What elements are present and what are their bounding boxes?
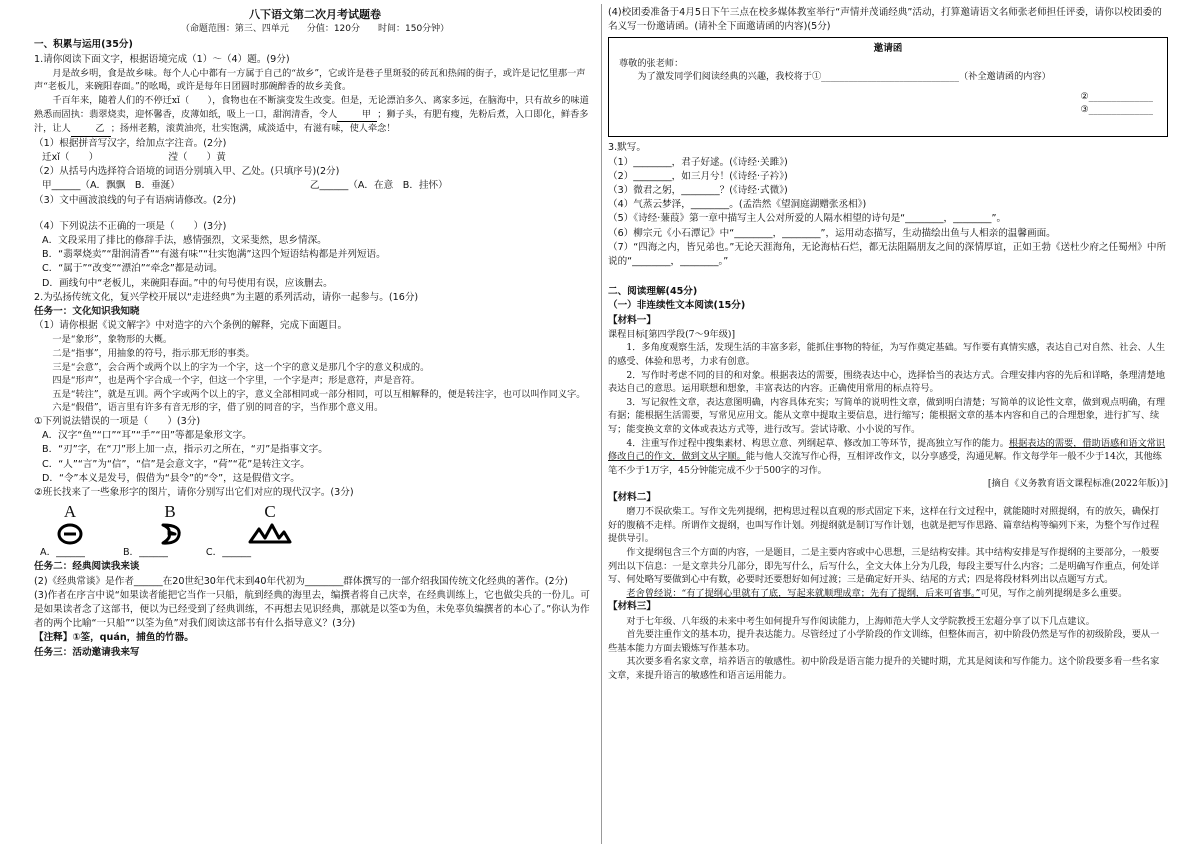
sun-pictograph-icon	[55, 522, 85, 546]
task-2-heading: 任务二：经典阅读我来谈	[34, 561, 140, 573]
section-2-heading: 二、阅读理解(45分)	[608, 286, 698, 298]
q2-1-option-c: C．“人”“言”为“信”，“信”是会意文字，“荷”“花”是转注文字。	[42, 458, 310, 470]
passage-text: ；狮子头，有肥有瘦，先粉后煮，入口即化，鲜香多汁，让人	[34, 108, 589, 135]
memorize-1[interactable]: （1）________，君子好逑。(《诗经·关雎》)	[608, 156, 788, 168]
moon-pictograph-icon	[155, 522, 185, 546]
six-writing-5: 五是“转注”，就是互训。两个字或两个以上的字，意义全部相同或一部分相同，可以互相解释的，便是转注字，也可以叫作同义字。	[52, 388, 586, 400]
task-1-heading: 任务一：文化知识我知晓	[34, 306, 140, 318]
q2-1-option-d: D．“令”本义是发号，假借为“县令”的“令”，这是假借文字。	[42, 472, 300, 484]
answer-space[interactable]	[34, 208, 596, 220]
q2-2: ②班长找来了一些象形字的图片，请你分别写出它们对应的现代汉字。(3分)	[34, 487, 354, 498]
right-column	[608, 6, 1168, 844]
memorize-7[interactable]: （7）“四海之内，皆兄弟也。”无论天涯海角，无论海枯石烂，都无法阻隔朋友之间的深情厚谊，正如王勃《送杜少府之任蜀州》中所说的“________，________。”	[608, 241, 1167, 268]
invitation-box	[608, 37, 1168, 137]
six-writing-1: 一是“象形”，象物形的大概。	[52, 334, 173, 346]
pictograph-b	[140, 502, 200, 546]
material-3-para-3: 其次要多看名家文章，培养语言的敏感性。初中阶段是语言能力提升的关键时期，尤其是阅读和写作能力。这个阶段要多看一些名家文章，来提升语言的敏感性和语言运用能力。	[608, 656, 1160, 681]
q2-1-option-a: A．汉字“鱼”“口”“耳”“手”“田”等都是象形文字。	[42, 430, 252, 442]
material-1-para-2: 2．写作时考虑不同的目的和对象。根据表达的需要，围绕表达中心，选择恰当的表达方式。合理安排内容的先后和详略，条理清楚地表达自己的意思。运用联想和想象，丰富表达的内容。正确使用常用的标点符号。	[608, 369, 1166, 395]
memorize-3[interactable]: （3）微君之躬，________？(《诗经·式微》)	[608, 185, 788, 197]
sub4-option-a: A．文段采用了排比的修辞手法，感情强烈，文采斐然，思乡情深。	[42, 235, 327, 246]
material-2-heading: 【材料二】	[608, 491, 656, 503]
question-3: 3.默写。	[608, 142, 646, 154]
question-1: 1.请你阅读下面文字，根据语境完成（1）～（4）题。(9分)	[34, 53, 290, 65]
six-writing-4: 四是“形声”，也是两个字合成一个字，但这一个字里，一个字是声；形是意符，声是音符。	[52, 375, 421, 387]
blank-yi[interactable]: 乙	[71, 122, 111, 137]
pictograph-a	[40, 502, 100, 546]
sub1-answer-b[interactable]: 滢（ ）黄	[168, 151, 226, 163]
blank-jia[interactable]: 甲	[337, 108, 377, 123]
pictograph-answers	[34, 546, 596, 560]
memorize-5[interactable]: （5）《诗经·蒹葭》第一章中描写主人公对所爱的人隔水相望的诗句是“________，________”。	[608, 213, 1007, 225]
q2-1: ①下列说法错误的一项是（ ）(3分)	[34, 415, 201, 427]
material-1-title: 课程目标[第四学段(7～9年级)]	[608, 328, 736, 340]
sub-question-1: （1）根据拼音写汉字，给加点字注音。(2分)	[34, 137, 227, 149]
sub4-option-d: D．画线句中“老板儿，来碗阳春面。”中的句号使用有误，应该删去。	[42, 277, 333, 289]
sub-question-4: （4）下列说法不正确的一项是（ ）(3分)	[34, 220, 227, 232]
invitation-blank-2[interactable]: ②______________	[1080, 90, 1153, 102]
pictograph-row	[34, 502, 300, 546]
material-3-heading: 【材料三】	[608, 601, 656, 613]
material-2-para-3	[608, 587, 1168, 601]
passage-text: 。但是，无论漂泊多久、离家多远，在脑海中，只有故乡的味道熟悉而固执：翡翠烧卖，迎怀馨香，皮薄如纸，吸上一口，甜润清香，令人	[34, 95, 589, 120]
material-3-para-2: 首先要注重作文的基本功，提升表达能力。尽管经过了小学阶段的作文训练，但整体而言，初中阶段仍然是写作的初级阶段，要从一些基本能力方面去锻炼写作基本功。	[608, 629, 1160, 654]
memorize-6[interactable]: （6）柳宗元《小石潭记》中“________，________”，运用动态描写，生动描绘出鱼与人相亲的温馨画面。	[608, 227, 1056, 239]
underlined-sentence: 根据表达的需要，借助语感和语文常识修改自己的作文，做到文从字顺。	[608, 437, 1166, 463]
left-column	[34, 6, 596, 844]
invitation-body[interactable]: 为了激发同学们阅读经典的兴趣，我校将于①______________________________（补全邀请函的内容）	[637, 71, 1051, 83]
sub-question-2: （2）从括号内选择符合语境的词语分别填入甲、乙处。(只填序号)(2分)	[34, 166, 340, 178]
pictograph-answer-a[interactable]: A．______	[40, 547, 85, 559]
invitation-greeting: 尊敬的张老师：	[619, 57, 684, 69]
section-1-heading: 一、积累与运用(35分)	[34, 39, 133, 51]
material-1-para-3: 3．写记叙性文章，表达意图明确，内容具体充实；写简单的说明性文章，做到明白清楚；写简单的议论性文章，做到观点明确，有理有据；能根据生活需要，写常见应用文。能从文章中提取主要信息，进行缩写；能根据文章的基本内容和自己的合理想象，进行扩写、续写；能变换文章的文体或表达方式等，进行改写。尝试诗歌、小小说的写作。	[608, 396, 1166, 435]
sub4-option-c: C．“属于”“改变”“漂泊”“牵念”都是动词。	[42, 263, 223, 275]
material-text: 能与他人交流写作心得，互相评改作文，以分享感受，沟通见解。作文每学年一般不少于14次，其他练笔不少于1万字，45分钟能完成不少于500字的习作。	[608, 451, 1162, 476]
memorize-2[interactable]: （2）________，如三月兮！(《诗经·子衿》)	[608, 170, 788, 182]
six-writing-2: 二是“指事”，用抽象的符号，指示那无形的事类。	[52, 348, 255, 360]
sub2-answers	[34, 179, 596, 193]
pictograph-answer-b[interactable]: B．______	[122, 547, 168, 559]
task-2-question-2: (2)《经典常谈》是作者______在20世纪30年代末到40年代初为________群体撰写的一部介绍我国传统文化经典的著作。(2分)	[34, 575, 568, 587]
reading-1-heading: （一）非连续性文本阅读(15分)	[608, 300, 746, 312]
task-1-question: （1）请你根据《说文解字》中对造字的六个条例的解释，完成下面题目。	[34, 320, 348, 332]
q2-1-option-b: B．“刃”字，在“刀”形上加一点，指示刃之所在，“刃”是指事文字。	[42, 444, 328, 456]
sub4-option-b: B．“翡翠烧卖”“甜润清香”“有滋有味”“壮实饱满”这四个短语结构都是并列短语。	[42, 249, 386, 261]
pictograph-letter: B	[164, 502, 176, 522]
task-2-question-3: (3)作者在序言中说“如果读者能把它当作一只船，航到经典的海里去，编撰者将自己庆幸，在经典训练上，它也做尖兵的一份儿。可是如果读者念了这部书，便以为已经受到了经典训练，不再想去见识经典，那就是以筌①为鱼，未免辜负编撰者的本心了。”你认为作者的两个比喻“一只船”“以筌为鱼”对我们阅读这部书有什么指导意义？(3分)	[34, 589, 590, 630]
underlined-quote: “有了提纲心里就有了底，写起来就顺理成章；先有了提纲，后来可省事。”	[681, 587, 981, 599]
material-1-para-1: 1．多角度观察生活，发现生活的丰富多彩，能抓住事物的特征，为写作奠定基础。写作要有真情实感，表达自己对自然、社会、人生的感受、体验和思考，力求有创意。	[608, 342, 1166, 368]
material-3-para-1: 对于七年级、八年级的未来中考生如何提升写作阅读能力，上海师范大学人文学院教授王宏超分享了以下几点建议。	[626, 615, 1095, 627]
task-3-heading: 任务三：活动邀请我来写	[34, 646, 140, 658]
column-divider	[601, 4, 602, 844]
sub-question-3: （3）文中画波浪线的句子有语病请修改。(2分)	[34, 194, 236, 206]
annotation-note: 【注释】①筌，quán，捕鱼的竹器。	[34, 632, 194, 644]
exam-title: 八下语文第二次月考试题卷	[249, 8, 381, 21]
mountain-pictograph-icon	[247, 522, 293, 546]
sub2-answer-jia[interactable]: 甲______（A．飘飘 B．垂涎）	[42, 180, 180, 192]
material-2-para-1: 磨刀不误砍柴工。写作文先列提纲，把构思过程以直观的形式固定下来，这样在行文过程中，就能随时对照提纲，有的放矢，确保打好的腹稿不走样。所谓作文提纲，也叫写作计划。列提纲就是制订写作计划，也就是把写作思路、篇章结构等编列下来，为整个写作过程提供导引。	[608, 506, 1160, 545]
passage-text: ；扬州老鹅，滚黄油亮，壮实饱满，咸淡适中，有滋有味，使人牵念！	[110, 123, 396, 135]
passage-para-1: 月是故乡明，食是故乡味。每个人心中都有一方属于自己的“故乡”，它或许是巷子里斑驳的砖瓦和热闹的街子，或许是记忆里那一声声“老板儿，来碗阳春面。”的吆喝，或许是每年日团圆时那碗醉香的故乡美食。	[34, 67, 586, 93]
material-1-para-4	[608, 437, 1168, 478]
invitation-blank-3[interactable]: ③______________	[1080, 104, 1153, 116]
underlined-text: 老舍曾经说：	[626, 587, 682, 599]
exam-subtitle: （命题范围：第三、四单元 分值：120分 时间：150分钟）	[180, 24, 450, 35]
spacer	[608, 269, 1168, 283]
pictograph-answer-c[interactable]: C．______	[205, 547, 251, 559]
six-writing-6: 六是“假借”，语言里有许多有音无形的字，借了别的同音的字，当作那个意义用。	[52, 402, 384, 414]
material-text: 4．注重写作过程中搜集素材、构思立意、列纲起草、修改加工等环节，提高独立写作的能力。	[626, 437, 1009, 449]
material-1-heading: 【材料一】	[608, 314, 656, 326]
invitation-heading: 邀请函	[873, 43, 903, 55]
sub1-answers	[34, 151, 596, 165]
wavy-sentence: 千百年来，随着人们的不停迁xǐ（ ），食物也在不断演变发生改变	[52, 95, 332, 106]
material-2-para-2: 作文提纲包含三个方面的内容，一是题目，二是主要内容或中心思想，三是结构安排。其中结构安排是写作提纲的主要部分，一般要列出以下信息：一是文章共分几部分，即先写什么，后写什么，全文大体上分为几段，每段主要写什么内容；二是明确写作重点，何处详写、何处略写要做到心中有数，必要时还要想好如何过渡；三是确定好开头、结尾的方式；四是将段材料列出以点题写方式。	[608, 546, 1160, 586]
material-1-source: [摘自《义务教育语文课程标准(2022年版)》]	[987, 478, 1168, 490]
question-2: 2.为弘扬传统文化，复兴学校开展以“走进经典”为主题的系列活动，请你一起参与。(16分)	[34, 291, 419, 303]
sub1-answer-a[interactable]: 迁xǐ（ ）	[42, 151, 99, 163]
six-writing-3: 三是“会意”，会合两个或两个以上的字为一个字，这一个字的意义是那几个字的意义积成的。	[52, 361, 430, 373]
pictograph-letter: A	[63, 502, 77, 522]
material-text: 可见，写作之前列提纲是多么重要。	[980, 587, 1128, 599]
passage-para-2	[34, 94, 596, 137]
pictograph-c	[240, 502, 300, 546]
sub2-answer-yi[interactable]: 乙______（A．在意 B．挂怀）	[309, 180, 448, 192]
question-2-4: (4)校团委准备于4月5日下午三点在校多媒体教室举行“声情并茂诵经典”活动，打算邀请语文名师张老师担任评委，请你以校团委的名义写一份邀请函。(请补全下面邀请函的内容)(5分)	[608, 7, 1162, 33]
memorize-4[interactable]: （4）气蒸云梦泽，________。(孟浩然《望洞庭湖赠张丞相》)	[608, 199, 867, 211]
pictograph-letter: C	[264, 502, 276, 522]
